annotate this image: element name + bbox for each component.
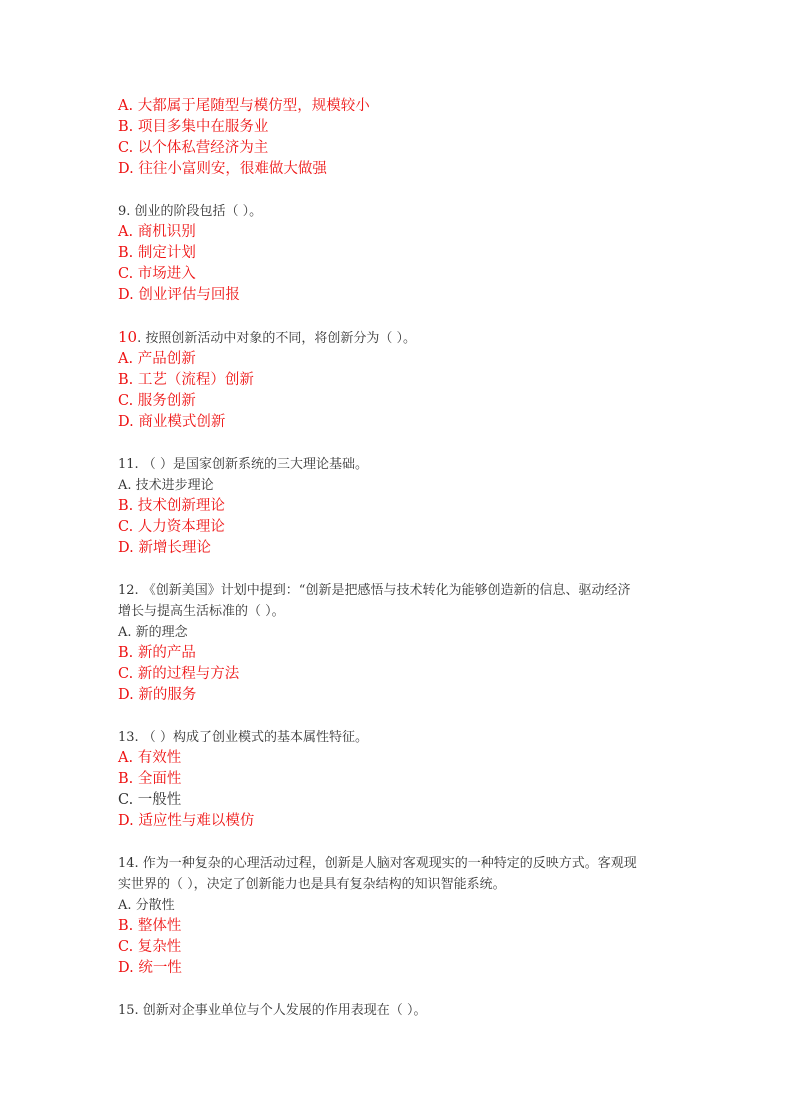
question-stem: 13. （ ）构成了创业模式的基本属性特征。 bbox=[118, 730, 368, 745]
option-d: D. 统一性 bbox=[118, 960, 182, 976]
document-page bbox=[118, 96, 678, 1042]
question-stem-line-1: 14. 作为一种复杂的心理活动过程，创新是人脑对客观现实的一种特定的反映方式。客观现 bbox=[118, 856, 637, 871]
option-c: C. 新的过程与方法 bbox=[118, 666, 240, 682]
option-c: C. 人力资本理论 bbox=[118, 519, 225, 535]
option-a: A. 商机识别 bbox=[118, 224, 196, 240]
option-b: B. 全面性 bbox=[118, 771, 182, 787]
question-stem: 9. 创业的阶段包括（ ）。 bbox=[118, 204, 263, 219]
option-b: B. 技术创新理论 bbox=[118, 498, 225, 514]
question-13 bbox=[118, 727, 678, 832]
option-d: D. 创业评估与回报 bbox=[118, 287, 240, 303]
option-c: C. 以个体私营经济为主 bbox=[118, 140, 269, 156]
option-a: A. 技术进步理论 bbox=[118, 478, 214, 493]
option-a: A. 大都属于尾随型与模仿型，规模较小 bbox=[118, 98, 370, 114]
question-12 bbox=[118, 580, 678, 706]
option-a: A. 新的理念 bbox=[118, 625, 188, 640]
question-text: . 按照创新活动中对象的不同，将创新分为（ ）。 bbox=[137, 331, 416, 346]
option-d: D. 新的服务 bbox=[118, 687, 197, 703]
option-b: B. 新的产品 bbox=[118, 645, 196, 661]
question-10 bbox=[118, 327, 678, 433]
question-11 bbox=[118, 454, 678, 559]
option-d: D. 新增长理论 bbox=[118, 540, 211, 556]
option-d: D. 往往小富则安，很难做大做强 bbox=[118, 161, 327, 177]
option-b: B. 工艺（流程）创新 bbox=[118, 372, 254, 388]
question-stem: 11. （ ）是国家创新系统的三大理论基础。 bbox=[118, 457, 368, 472]
question-15 bbox=[118, 1000, 678, 1021]
option-c: C. 复杂性 bbox=[118, 939, 182, 955]
question-number: 10 bbox=[118, 328, 138, 346]
question-stem bbox=[118, 327, 678, 349]
option-d: D. 商业模式创新 bbox=[118, 414, 226, 430]
option-a: A. 有效性 bbox=[118, 750, 182, 766]
question-14 bbox=[118, 853, 678, 979]
question-9 bbox=[118, 201, 678, 306]
option-c: C. 市场进入 bbox=[118, 266, 196, 282]
question-8-options bbox=[118, 96, 678, 180]
option-a: A. 分散性 bbox=[118, 898, 175, 913]
option-c: C. 服务创新 bbox=[118, 393, 196, 409]
option-b: B. 整体性 bbox=[118, 918, 182, 934]
option-b: B. 制定计划 bbox=[118, 245, 196, 261]
option-a: A. 产品创新 bbox=[118, 351, 196, 367]
option-d: D. 适应性与难以模仿 bbox=[118, 813, 255, 829]
option-c: C. 一般性 bbox=[118, 792, 182, 808]
question-stem: 15. 创新对企事业单位与个人发展的作用表现在（ ）。 bbox=[118, 1003, 427, 1018]
question-stem-line-1: 12. 《创新美国》计划中提到：“创新是把感悟与技术转化为能够创造新的信息、驱动经济 bbox=[118, 583, 631, 598]
question-stem-line-2: 增长与提高生活标准的（ ）。 bbox=[118, 604, 285, 619]
option-b: B. 项目多集中在服务业 bbox=[118, 119, 269, 135]
question-stem-line-2: 实世界的（ ），决定了创新能力也是具有复杂结构的知识智能系统。 bbox=[118, 877, 506, 892]
